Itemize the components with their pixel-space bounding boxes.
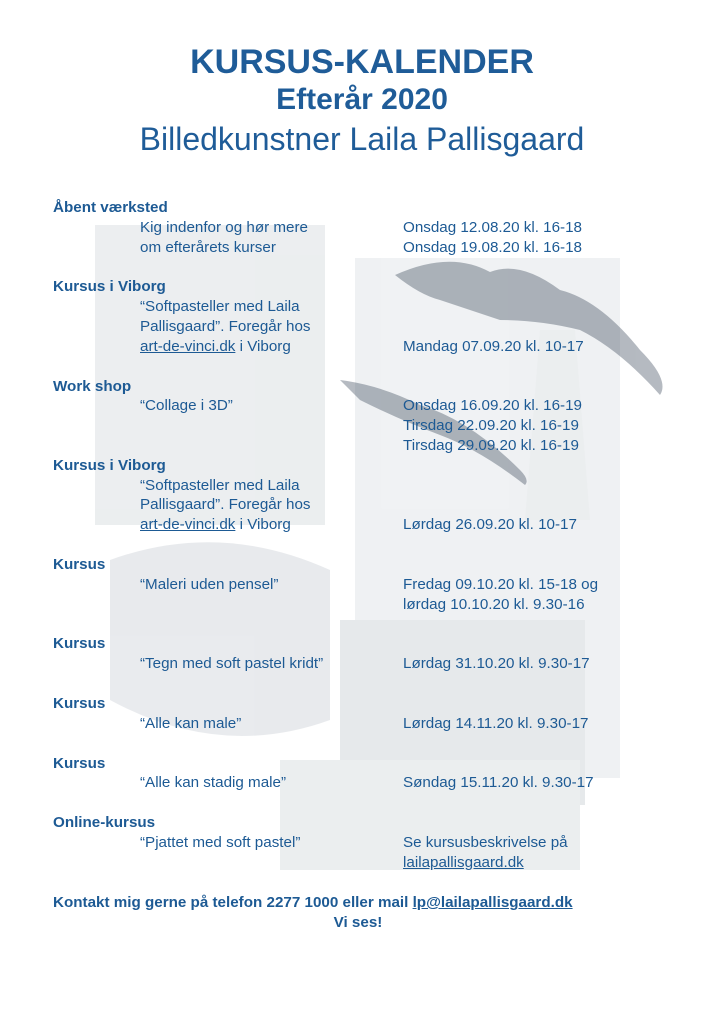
course-calendar	[53, 198, 693, 873]
date-line: Tirsdag 29.09.20 kl. 16-19	[403, 436, 579, 454]
course-row	[53, 476, 693, 535]
website-link[interactable]: lailapallisgaard.dk	[403, 853, 524, 871]
description-line: “Alle kan stadig male”	[140, 774, 287, 792]
course-section	[53, 634, 693, 674]
venue-link[interactable]: art-de-vinci.dk	[140, 516, 236, 534]
course-dates	[403, 714, 693, 734]
section-title: Kursus	[53, 694, 106, 712]
date-line: Onsdag 19.08.20 kl. 16-18	[403, 238, 583, 256]
course-row	[53, 773, 693, 793]
date-line: Fredag 09.10.20 kl. 15-18 og	[403, 575, 599, 593]
closing-text: Vi ses!	[333, 914, 383, 931]
section-title: Kursus i Viborg	[53, 278, 166, 296]
course-row	[53, 297, 693, 356]
course-row	[53, 218, 693, 258]
section-title: Åbent værksted	[53, 199, 168, 216]
course-description	[140, 714, 403, 734]
course-section	[53, 813, 693, 872]
course-dates	[403, 654, 693, 674]
description-line	[140, 515, 403, 535]
date-line: Søndag 15.11.20 kl. 9.30-17	[403, 774, 594, 792]
section-title: Kursus i Viborg	[53, 456, 166, 474]
course-row	[53, 833, 693, 873]
description-line: “Softpasteller med Laila	[140, 476, 300, 494]
date-line: lørdag 10.10.20 kl. 9.30-16	[403, 595, 585, 613]
course-section	[53, 694, 693, 734]
description-line: “Tegn med soft pastel kridt”	[140, 655, 324, 673]
contact-info	[53, 893, 663, 933]
course-section	[53, 277, 693, 356]
description-line: “Softpasteller med Laila	[140, 298, 300, 316]
course-section	[53, 456, 693, 535]
venue-suffix: i Viborg	[235, 337, 291, 355]
date-line: Se kursusbeskrivelse på	[403, 833, 568, 851]
description-line: Pallisgaard”. Foregår hos	[140, 496, 311, 514]
section-title: Kursus	[53, 635, 106, 653]
course-row	[53, 714, 693, 734]
section-title: Kursus	[53, 754, 106, 772]
page-title: KURSUS-KALENDER	[190, 43, 534, 81]
page-header	[0, 42, 724, 158]
course-description	[140, 773, 403, 793]
course-description	[140, 396, 403, 455]
description-line: Pallisgaard”. Foregår hos	[140, 317, 311, 335]
course-description	[140, 476, 403, 535]
course-dates	[403, 218, 693, 258]
course-section	[53, 198, 693, 257]
course-dates	[403, 297, 693, 356]
description-line: om efterårets kurser	[140, 238, 276, 256]
date-line: Mandag 07.09.20 kl. 10-17	[403, 337, 584, 355]
section-title: Work shop	[53, 377, 132, 395]
course-section	[53, 377, 693, 456]
venue-suffix: i Viborg	[235, 516, 291, 534]
course-row	[53, 575, 693, 615]
description-line: “Pjattet med soft pastel”	[140, 833, 301, 851]
course-description	[140, 833, 403, 873]
section-title: Online-kursus	[53, 814, 156, 832]
contact-text: Kontakt mig gerne på telefon 2277 1000 eller mail	[53, 894, 413, 911]
course-dates	[403, 833, 693, 873]
course-section	[53, 555, 693, 614]
date-line: Tirsdag 22.09.20 kl. 16-19	[403, 417, 579, 435]
course-description	[140, 297, 403, 356]
artist-name: Billedkunstner Laila Pallisgaard	[139, 121, 585, 157]
course-row	[53, 396, 693, 455]
date-line: Onsdag 16.09.20 kl. 16-19	[403, 397, 583, 415]
description-line	[140, 337, 403, 357]
description-line: Kig indenfor og hør mere	[140, 218, 308, 236]
date-line: Onsdag 12.08.20 kl. 16-18	[403, 218, 583, 236]
course-dates	[403, 575, 693, 615]
course-description	[140, 575, 403, 615]
course-row	[53, 654, 693, 674]
description-line: “Collage i 3D”	[140, 397, 233, 415]
venue-link[interactable]: art-de-vinci.dk	[140, 337, 236, 355]
course-section	[53, 754, 693, 794]
date-line: Lørdag 14.11.20 kl. 9.30-17	[403, 714, 589, 732]
contact-email-link[interactable]: lp@lailapallisgaard.dk	[412, 894, 573, 911]
course-dates	[403, 396, 693, 455]
season-subtitle: Efterår 2020	[276, 83, 448, 116]
section-title: Kursus	[53, 555, 106, 573]
course-dates	[403, 476, 693, 535]
course-dates	[403, 773, 693, 793]
course-description	[140, 218, 403, 258]
description-line: “Alle kan male”	[140, 714, 242, 732]
course-description	[140, 654, 403, 674]
date-line: Lørdag 26.09.20 kl. 10-17	[403, 516, 577, 534]
date-line: Lørdag 31.10.20 kl. 9.30-17	[403, 655, 590, 673]
description-line: “Maleri uden pensel”	[140, 575, 279, 593]
